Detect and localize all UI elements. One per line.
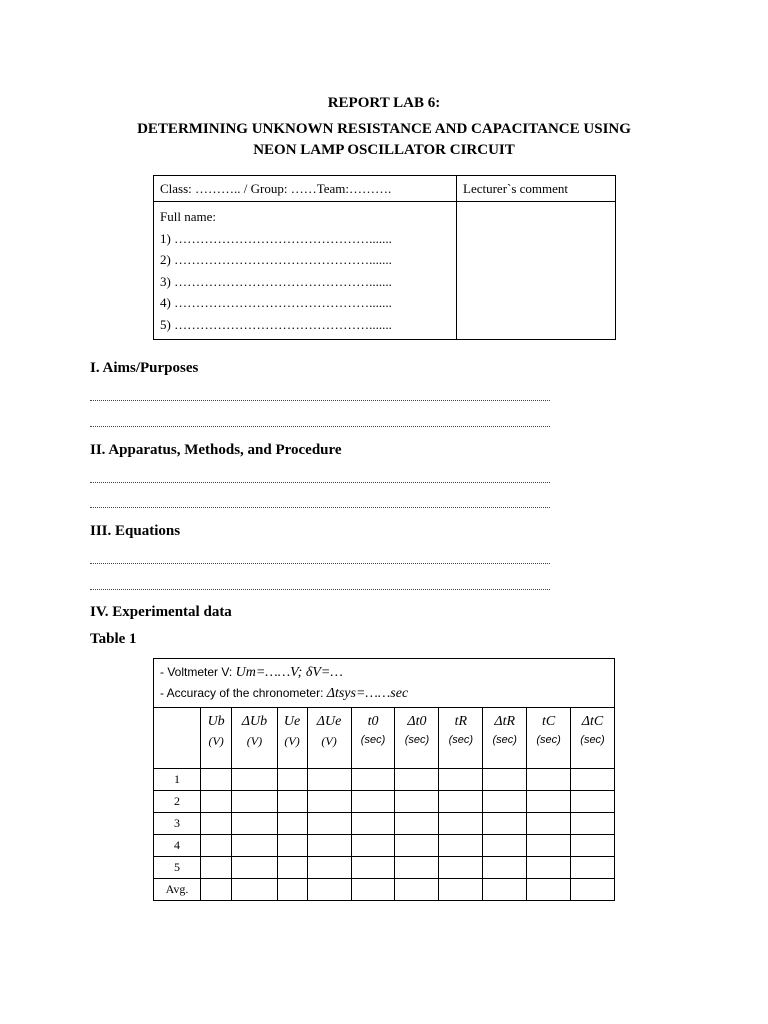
dotted-line [90,426,550,427]
name-line-4: 4) ………………………………………....... [160,295,392,310]
data-cell [232,769,277,791]
data-cell [201,791,232,813]
section-experimental-data: IV. Experimental data [90,604,232,620]
data-cell [483,791,527,813]
data-cell [201,769,232,791]
row-label: 1 [154,769,201,791]
data-cell [571,769,615,791]
full-name-cell [154,202,457,340]
data-cell [277,835,307,857]
column-header: Δt0 (sec) [395,708,439,769]
lecturer-comment-box [457,202,616,340]
data-cell [395,813,439,835]
data-cell [307,879,351,901]
data-cell [571,813,615,835]
report-title: REPORT LAB 6: [327,95,441,111]
column-header: ΔUe (V) [307,708,351,769]
data-cell [277,769,307,791]
report-heading-line-1: DETERMINING UNKNOWN RESISTANCE AND CAPACITANCE USING [137,121,631,137]
section-equations: III. Equations [90,523,181,539]
data-cell [527,813,571,835]
data-cell [201,879,232,901]
data-cell [307,769,351,791]
lecturer-comment-label: Lecturer`s comment [457,176,616,202]
data-cell [277,791,307,813]
report-heading-line-2: NEON LAMP OSCILLATOR CIRCUIT [253,142,515,158]
dotted-line [90,482,550,483]
dotted-line [90,589,550,590]
table-row [154,835,615,857]
data-cell [277,813,307,835]
data-cell [351,857,395,879]
data-cell [571,857,615,879]
chronometer-accuracy-line: - Accuracy of the chronometer: Δtsys=……sec [160,686,409,701]
dotted-line [90,400,550,401]
section-aims: I. Aims/Purposes [90,360,199,376]
data-cell [351,835,395,857]
data-cell [307,857,351,879]
data-cell [439,813,483,835]
data-cell [483,835,527,857]
name-line-3: 3) ………………………………………....... [160,273,392,289]
data-cell [232,813,277,835]
name-line-5: 5) ………………………………………....... [160,316,392,332]
data-cell [277,879,307,901]
data-cell [483,879,527,901]
voltmeter-line: - Voltmeter V: Um=……V; δV=… [160,665,343,680]
data-cell [351,813,395,835]
data-cell [201,813,232,835]
header-corner-cell [154,708,201,769]
data-cell [483,857,527,879]
row-label: 5 [154,857,201,879]
data-cell [439,857,483,879]
table-row [154,813,615,835]
section-apparatus: II. Apparatus, Methods, and Procedure [90,442,342,458]
full-name-label: Full name: [160,209,216,224]
column-header: ΔUb (V) [232,708,277,769]
experimental-data-table [153,658,615,901]
data-cell [395,879,439,901]
data-cell [527,835,571,857]
dotted-line [90,507,550,508]
dotted-line [90,563,550,564]
data-cell [351,769,395,791]
column-header: tC (sec) [527,708,571,769]
data-cell [395,769,439,791]
name-line-1: 1) ………………………………………....... [160,230,392,246]
table-row [154,791,615,813]
column-header: t0 (sec) [351,708,395,769]
data-cell [439,791,483,813]
column-header: Ub (V) [201,708,232,769]
row-label: 4 [154,835,201,857]
table-meta-cell [154,659,615,708]
data-cell [395,857,439,879]
data-cell [277,857,307,879]
data-cell [571,879,615,901]
student-info-table [153,175,616,340]
data-cell [527,791,571,813]
data-cell [232,835,277,857]
data-cell [307,813,351,835]
data-cell [483,813,527,835]
data-cell [351,791,395,813]
data-cell [201,835,232,857]
data-cell [527,879,571,901]
data-cell [232,879,277,901]
column-header: ΔtR (sec) [483,708,527,769]
table-row [154,879,615,901]
data-cell [483,769,527,791]
data-cell [439,879,483,901]
table-row [154,769,615,791]
row-label: 2 [154,791,201,813]
data-cell [571,835,615,857]
column-header: Ue (V) [277,708,307,769]
data-cell [232,791,277,813]
column-header: ΔtC (sec) [571,708,615,769]
data-cell [395,791,439,813]
data-cell [527,857,571,879]
data-cell [232,857,277,879]
data-cell [395,835,439,857]
table-row [154,857,615,879]
column-header: tR (sec) [439,708,483,769]
data-cell [201,857,232,879]
data-cell [571,791,615,813]
name-line-2: 2) ………………………………………....... [160,252,392,267]
data-cell [439,769,483,791]
row-label: 3 [154,813,201,835]
data-cell [527,769,571,791]
data-cell [351,879,395,901]
class-group-team-field: Class: ……….. / Group: ……Team:………. [154,176,457,202]
data-cell [307,835,351,857]
table-1-label: Table 1 [90,631,137,647]
row-label: Avg. [154,879,201,901]
data-cell [307,791,351,813]
data-cell [439,835,483,857]
